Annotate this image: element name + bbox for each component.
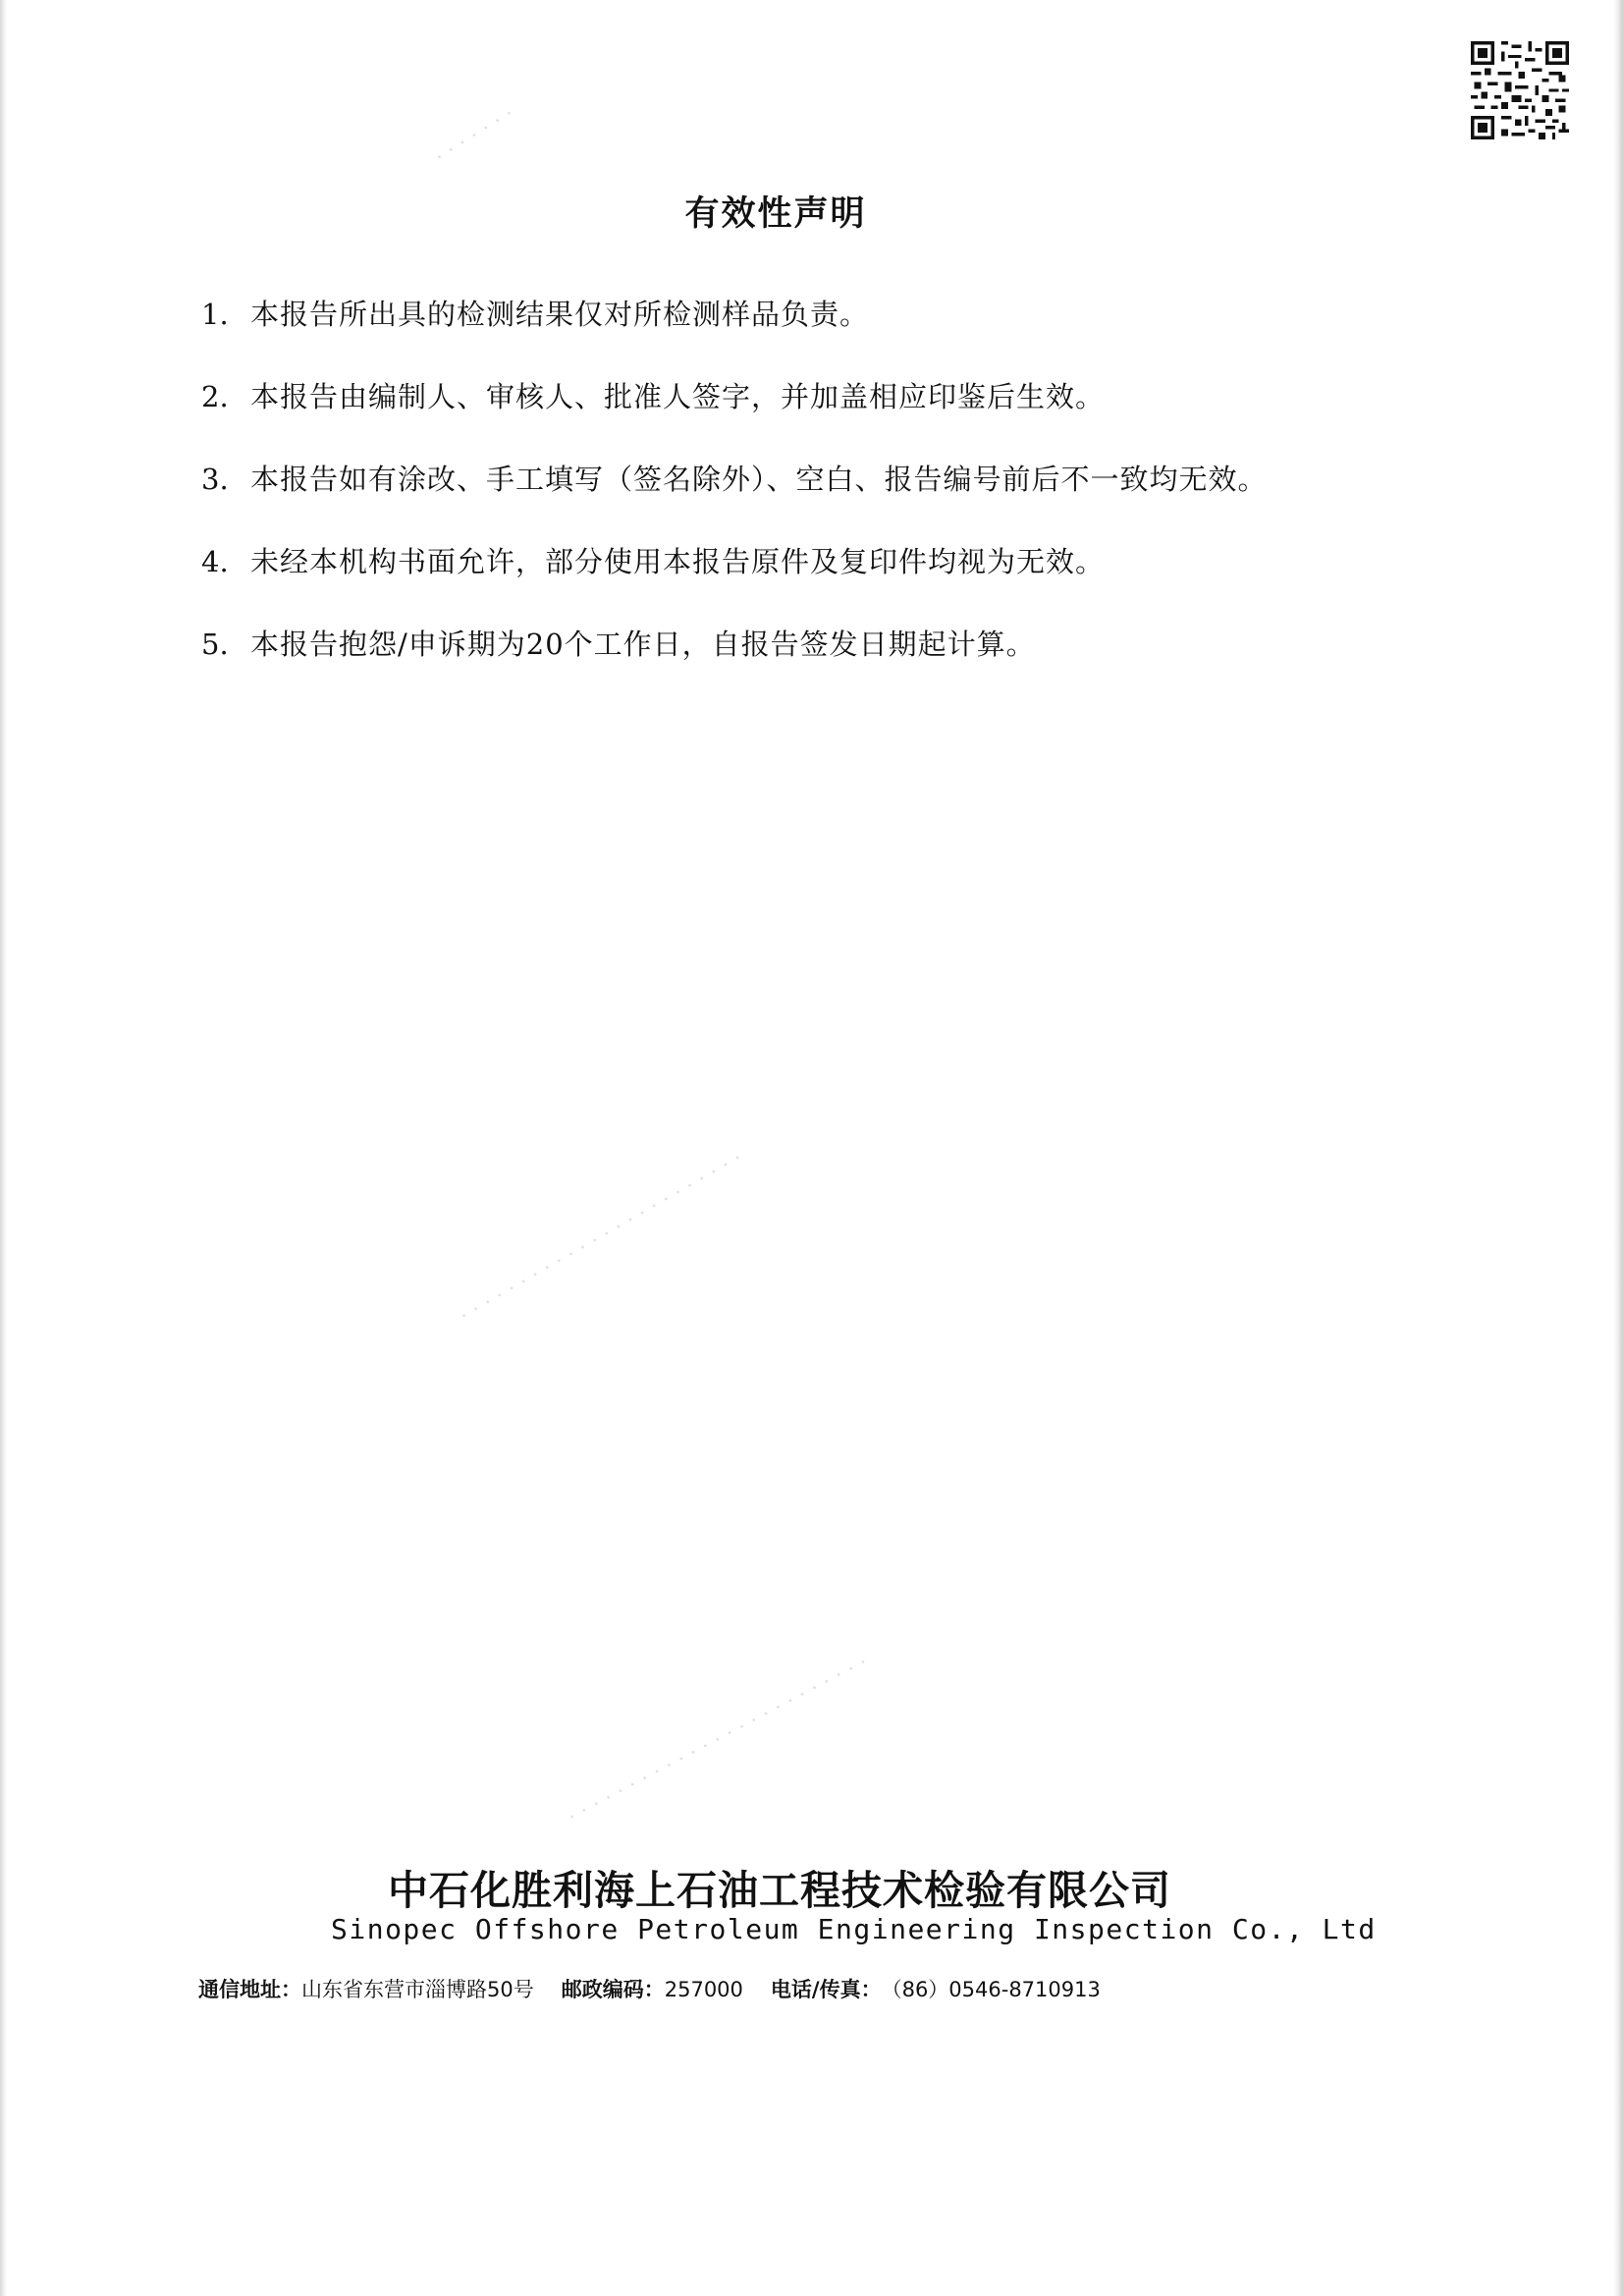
clause-text: 本报告由编制人、审核人、批准人签字，并加盖相应印鉴后生效。 [250, 380, 1106, 413]
address-label: 通信地址： [198, 1978, 301, 2001]
qr-code-icon [1471, 41, 1569, 139]
validity-clause-list [201, 293, 1268, 705]
clause-text: 本报告所出具的检测结果仅对所检测样品负责。 [250, 298, 870, 331]
clause-text: 未经本机构书面允许，部分使用本报告原件及复印件均视为无效。 [250, 545, 1106, 578]
company-name-english: Sinopec Offshore Petroleum Engineering Inspection Co., Ltd [331, 1913, 1377, 1945]
list-item [201, 375, 1268, 458]
address-value: 山东省东营市淄博路50号 [301, 1978, 534, 2001]
list-item [201, 540, 1268, 623]
list-item [201, 293, 1268, 375]
contact-footer [198, 1974, 1101, 2003]
clause-number: 1. [201, 298, 229, 331]
bleed-through-mark: · · · · · · · [430, 101, 519, 171]
scan-edge-right [1613, 0, 1623, 2296]
list-item [201, 458, 1268, 540]
clause-number: 4. [201, 545, 229, 578]
company-name-chinese: 中石化胜利海上石油工程技术检验有限公司 [388, 1867, 1171, 1914]
bleed-through-mark: · · · · · · · · · · · · · · · · · · · · · · · · [455, 1146, 747, 1330]
postcode-label: 邮政编码： [561, 1978, 665, 2001]
phone-fax-value: （86）0546-8710913 [881, 1978, 1101, 2001]
postcode-value: 257000 [664, 1978, 743, 2001]
clause-number: 3. [201, 463, 229, 496]
clause-number: 5. [201, 628, 229, 661]
scan-edge-left [0, 0, 7, 2296]
clause-number: 2. [201, 380, 229, 413]
clause-text: 本报告抱怨/申诉期为20个工作日，自报告签发日期起计算。 [250, 628, 1036, 661]
list-item [201, 623, 1268, 705]
page-title: 有效性声明 [684, 194, 867, 234]
bleed-through-mark: · · · · · · · · · · · · · · · · · · · · · · · · · [564, 1650, 873, 1831]
clause-text: 本报告如有涂改、手工填写（签名除外）、空白、报告编号前后不一致均无效。 [250, 463, 1268, 496]
phone-fax-label: 电话/传真： [770, 1978, 882, 2001]
